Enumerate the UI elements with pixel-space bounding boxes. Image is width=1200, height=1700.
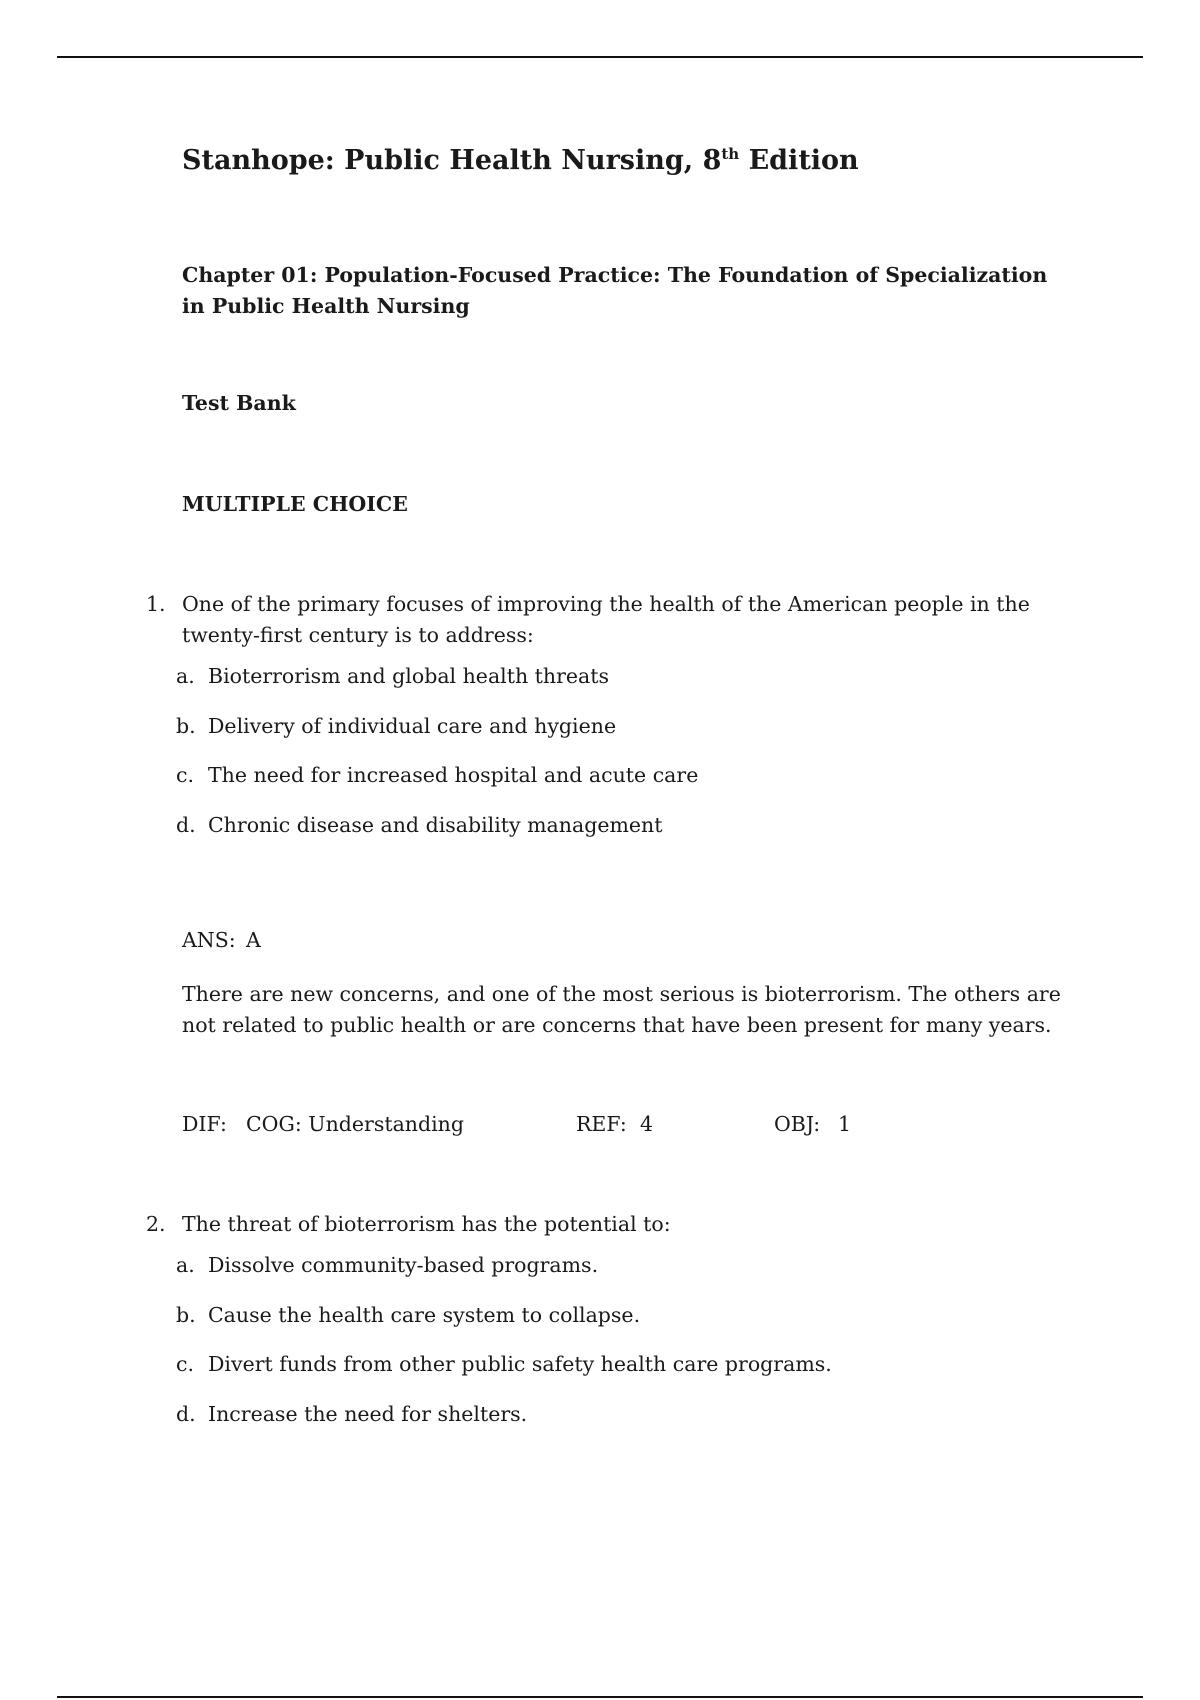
option-a bbox=[146, 1250, 1046, 1300]
option-letter: c. bbox=[176, 1352, 194, 1376]
answer-value: A bbox=[246, 928, 261, 952]
bottom-rule bbox=[57, 1696, 1143, 1698]
options-list bbox=[146, 661, 1046, 859]
option-text: The need for increased hospital and acute care bbox=[208, 763, 699, 787]
option-d bbox=[146, 1399, 1046, 1449]
title-end: Edition bbox=[739, 145, 859, 176]
option-text: Chronic disease and disability management bbox=[208, 812, 663, 837]
option-letter: a. bbox=[176, 664, 195, 688]
question-text: One of the primary focuses of improving the health of the American people in the twenty-first century is to address: bbox=[182, 592, 1030, 647]
top-rule bbox=[57, 56, 1143, 58]
option-text: Cause the health care system to collapse. bbox=[208, 1302, 641, 1327]
test-bank-label: Test Bank bbox=[182, 391, 296, 415]
ref-label: REF: bbox=[576, 1112, 627, 1136]
dif-label: DIF: bbox=[182, 1112, 227, 1136]
question-stem bbox=[146, 589, 1046, 651]
obj-value: 1 bbox=[838, 1112, 852, 1136]
options-list bbox=[146, 1250, 1046, 1448]
option-letter: a. bbox=[176, 1253, 195, 1277]
question-number: 2. bbox=[146, 1212, 166, 1236]
option-letter: c. bbox=[176, 763, 194, 787]
question-2 bbox=[146, 1209, 1046, 1448]
option-b bbox=[146, 711, 1046, 761]
section-heading: MULTIPLE CHOICE bbox=[182, 492, 408, 516]
question-1 bbox=[146, 589, 1046, 859]
ref-value: 4 bbox=[640, 1112, 654, 1136]
option-b bbox=[146, 1300, 1046, 1350]
document-title bbox=[182, 145, 1062, 176]
question-text: The threat of bioterrorism has the potential to: bbox=[182, 1212, 671, 1236]
answer-rationale: There are new concerns, and one of the most serious is bioterrorism. The others are not related to public health or are concerns that have been present for many years. bbox=[182, 982, 1061, 1037]
option-text: Divert funds from other public safety health care programs. bbox=[208, 1352, 832, 1376]
answer-label: ANS: bbox=[182, 928, 236, 952]
option-c bbox=[146, 1349, 1046, 1399]
question-number: 1. bbox=[146, 592, 166, 616]
option-letter: d. bbox=[176, 812, 196, 837]
option-c bbox=[146, 760, 1046, 810]
option-d bbox=[146, 810, 1046, 860]
option-letter: d. bbox=[176, 1401, 196, 1426]
option-text: Bioterrorism and global health threats bbox=[208, 664, 610, 688]
answer-line bbox=[182, 928, 261, 952]
title-main: Stanhope: Public Health Nursing, 8 bbox=[182, 145, 722, 176]
title-superscript: th bbox=[721, 145, 740, 163]
option-text: Increase the need for shelters. bbox=[208, 1401, 528, 1426]
dif-value: COG: Understanding bbox=[246, 1112, 465, 1136]
chapter-title: Chapter 01: Population-Focused Practice: The Foundation of Specialization in Public Health Nursing bbox=[182, 263, 1048, 318]
question-stem bbox=[146, 1209, 1046, 1240]
option-a bbox=[146, 661, 1046, 711]
option-letter: b. bbox=[176, 1302, 196, 1327]
obj-label: OBJ: bbox=[774, 1112, 821, 1136]
option-letter: b. bbox=[176, 713, 196, 738]
option-text: Dissolve community-based programs. bbox=[208, 1253, 599, 1277]
option-text: Delivery of individual care and hygiene bbox=[208, 713, 617, 738]
